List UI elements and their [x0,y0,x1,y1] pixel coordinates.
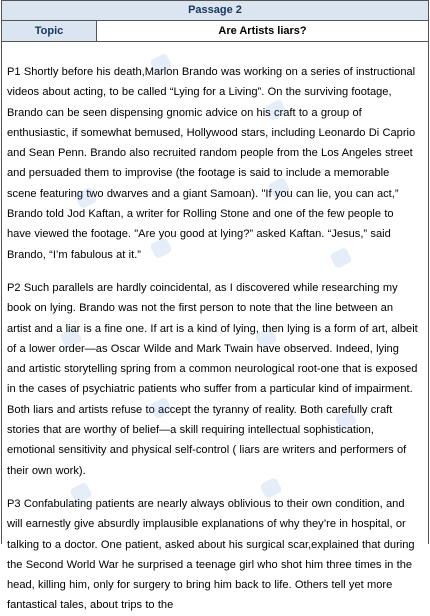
paragraph-p1: P1 Shortly before his death,Marlon Brando was working on a series of instructional videos about acting, to be called “Lying for a Living”. On the surviving footage, Brando can be seen dispensing gnomic advice on his craft to a group of enthusiastic, if somewhat bemused, Hollywood stars, including Leonardo Di Caprio and Sean Penn. Brando also recruited random people from the Los Angeles street and persuaded them to improvise (the footage is said to include a memorable scene featuring two dwarves and a giant Samoan). "If you can lie, you can act,” Brando told Jod Kaftan, a writer for Rolling Stone and one of the few people to have viewed the footage. "Are you good at lying?” asked Kaftan. “Jesus,” said Brando, “I’m fabulous at it.” [7,66,416,261]
paragraph-p3: P3 Confabulating patients are nearly always oblivious to their own condition, and will earnestly give absurdly implausible explanations of why they’re in hospital, or talking to a doctor. One patient, asked about his surgical scar,explained that during the Second World War he surprised a teenage girl who shot him three times in the head, killing him, only for surgery to bring him back to life. Others tell yet more fantastical tales, about trips to the [7,497,415,612]
passage-header: Passage 2 [2,0,428,21]
topic-label: Topic [2,21,97,41]
topic-row [2,21,428,42]
paragraph-p2: P2 Such parallels are hardly coincidental, as I discovered while researching my book on lying. Brando was not the first person to note that the line between an artist and a liar is a fine one. If art is a kind of lying, then lying is a form of art, albeit of a lower order—as Oscar Wilde and Mark Twain have observed. Indeed, lying and artistic storytelling spring from a common neurological root-one that is exposed in the cases of psychiatric patients who suffer from a particular kind of impairment. Both liars and artists refuse to accept the tyranny of reality. Both carefully craft stories that are worthy of belief—a skill requiring intellectual sophistication, emotional sensitivity and physical self-control ( liars are writers and performers of their own work). [7,281,418,477]
topic-title: Are Artists liars? [218,25,307,37]
passage-body [2,42,428,616]
passage-sheet [1,0,429,612]
